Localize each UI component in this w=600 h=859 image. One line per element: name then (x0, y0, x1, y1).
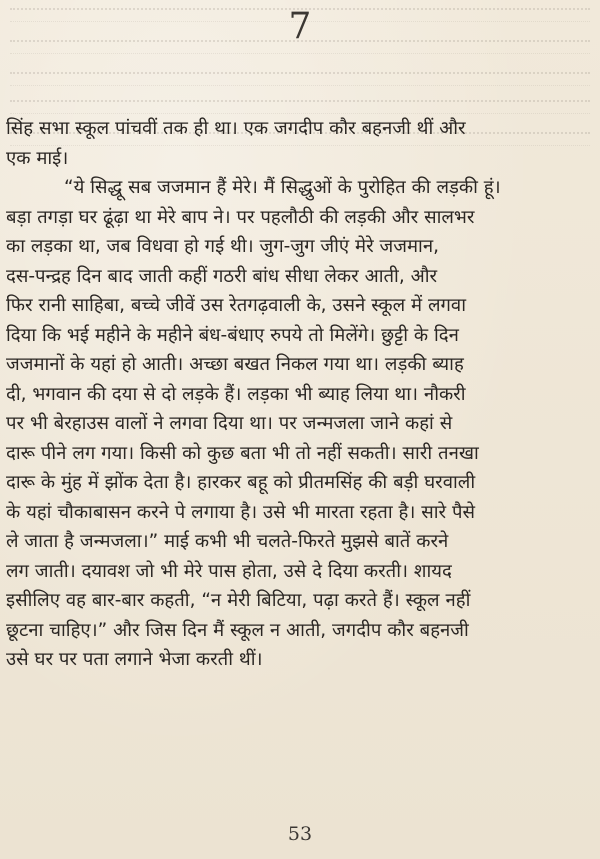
text-line: ले जाता है जन्मजला।” माई कभी भी चलते-फिरते मुझसे बातें करने (6, 531, 449, 552)
text-line: दारू पीने लग गया। किसी को कुछ बता भी तो नहीं सकती। सारी तनखा (6, 442, 479, 464)
text-line: उसे घर पर पता लगाने भेजा करती थीं। (6, 649, 263, 670)
text-line: दस-पन्द्रह दिन बाद जाती कहीं गठरी बांध सीधा लेकर आती, और (6, 265, 438, 287)
text-line: के यहां चौकाबासन करने पे लगाया है। उसे भी मारता रहता है। सारे पैसे (6, 501, 475, 523)
text-line: “ये सिद्धू सब जजमान हैं मेरे। मैं सिद्धुओं के पुरोहित की लड़की हूं। (64, 177, 501, 198)
text-line: जजमानों के यहां हो आती। अच्छा बखत निकल गया था। लड़की ब्याह (6, 354, 464, 375)
text-line: का लड़का था, जब विधवा हो गई थी। जुग-जुग जीएं मेरे जजमान, (6, 236, 439, 257)
text-line: दिया कि भई महीने के महीने बंध-बंधाए रुपये तो मिलेंगे। छुट्टी के दिन (6, 324, 459, 346)
text-line: लग जाती। दयावश जो भी मेरे पास होता, उसे दे दिया करती। शायद (6, 560, 452, 582)
text-line: बड़ा तगड़ा घर ढूंढ़ा था मेरे बाप ने। पर पहलौठी की लड़की और सालभर (6, 206, 475, 228)
text-line: पर भी बेरहाउस वालों ने लगवा दिया था। पर जन्मजला जाने कहां से (6, 413, 453, 434)
text-line: दी, भगवान की दया से दो लड़के हैं। लड़का भी ब्याह लिया था। नौकरी (6, 383, 466, 405)
text-line: फिर रानी साहिबा, बच्चे जीवें उस रेतगढ़वाली के, उसने स्कूल में लगवा (6, 295, 467, 316)
text-line: सिंह सभा स्कूल पांचवीं तक ही था। एक जगदीप कौर बहनजी थीं और (6, 118, 466, 139)
text-line: एक माई। (6, 147, 69, 169)
text-line: दारू के मुंह में झोंक देता है। हारकर बहू को प्रीतमसिंह की बड़ी घरवाली (6, 472, 476, 493)
chapter-number: 7 (288, 6, 312, 47)
text-line: इसीलिए वह बार-बार कहती, “न मेरी बिटिया, पढ़ा करते हैं। स्कूल नहीं (6, 590, 471, 611)
body-text (6, 114, 594, 675)
paragraph-2 (6, 173, 594, 675)
page-number: 53 (287, 823, 313, 845)
text-line: छूटना चाहिए।” और जिस दिन मैं स्कूल न आती, जगदीप कौर बहनजी (6, 619, 469, 641)
paragraph-1 (6, 114, 594, 173)
